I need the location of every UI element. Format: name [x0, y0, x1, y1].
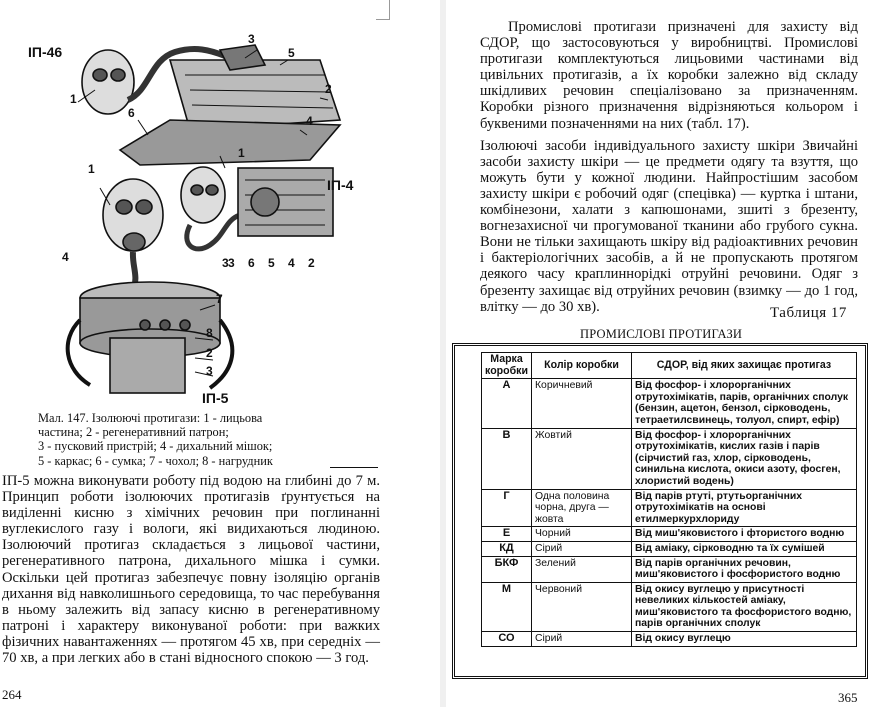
callout-ip5-8: 8: [206, 326, 213, 340]
callout-ip5-3: 3: [206, 364, 213, 378]
cell-sdor: Від парів органічних речовин, миш'яковистого і фосфористого водню: [632, 556, 857, 582]
table-row: [482, 527, 857, 542]
cell-sdor: Від миш'яковистого і фтористого водню: [632, 527, 857, 542]
cell-mark: КД: [482, 541, 532, 556]
table-title: ПРОМИСЛОВІ ПРОТИГАЗИ: [580, 327, 743, 341]
gas-mask-illustration: [20, 20, 430, 410]
caption-line: 5 - каркас; 6 - сумка; 7 - чохол; 8 - нагрудник: [38, 453, 273, 468]
cell-mark: Е: [482, 527, 532, 542]
cell-sdor: Від фосфор- і хлорорганічних отрутохімікатів, кислих газів і парів (сірчистий газ, хлор, сірководень, синильна кислота, окиси азоту, фосген, хлористий водень): [632, 428, 857, 489]
caption-rule: [330, 467, 378, 468]
callout-ip46-1: 1: [70, 92, 77, 106]
label-ip46: ІП-46: [28, 44, 63, 60]
page-number-left: 264: [2, 687, 22, 702]
callout-ip4-6: 6: [248, 256, 255, 270]
callout-ip4-4: 4: [288, 256, 295, 270]
cell-mark: М: [482, 582, 532, 631]
left-page: [0, 0, 440, 707]
table-row: [482, 489, 857, 527]
callout-ip5-1: 1: [88, 162, 95, 176]
ip46-face-mask: [82, 50, 134, 114]
table-row: [482, 632, 857, 647]
figure-caption: [38, 411, 383, 468]
cell-sdor: Від окису вуглецю: [632, 632, 857, 647]
ip4-face-mask: [181, 167, 225, 223]
caption-line: Мал. 147. Ізолюючі протигази: 1 - лицьова: [38, 411, 263, 425]
cell-mark: СО: [482, 632, 532, 647]
cell-mark: БКФ: [482, 556, 532, 582]
table-number: Таблиця 17: [770, 305, 847, 321]
cell-color: Одна половина чорна, друга — жовта: [532, 489, 632, 527]
caption-line: 3 - пусковий пристрій; 4 - дихальний мішок;: [38, 439, 273, 454]
header-mark: Марка коробки: [482, 353, 532, 379]
paragraph-industrial-masks: Промислові протигази призначені для захисту від СДОР, що застосовуються у виробництві. Промислові протигази комплектуються лицьовими частинами від цивільних протигазів, а їх коробки залежно від складу шкідливих речовин спеціалізовано за призначенням. Коробки різного призначення відрізняються кольором і буквеними позначеннями на них (табл. 17).: [480, 19, 858, 132]
cell-mark: Г: [482, 489, 532, 527]
table-header-row: [482, 353, 857, 379]
callout-ip46-2: 2: [325, 82, 332, 96]
cell-color: Коричневий: [532, 379, 632, 428]
table-row: [482, 428, 857, 489]
cell-mark: В: [482, 428, 532, 489]
cell-sdor: Від парів ртуті, ртутьорганічних отрутохімікатів на основі етилмеркурхлориду: [632, 489, 857, 527]
page-number-right: 365: [838, 690, 858, 705]
callout-ip4-3a: 3: [222, 256, 229, 270]
paragraph-skin-protection: Ізолюючі засоби індивідуального захисту шкіри Звичайні засоби захисту шкіри — це предмети одягу та взуття, що можуть бути у кожної людини. Найпростішим засобом захисту шкіри є робочий одяг (спецівка) — куртка і штани, комбінезони, халати з капюшонами, зшиті з брезенту, вогнезахисної чи прогумованої тканини або грубого сукна. Вони не тільки захищають шкіру від радіоактивних речовин і бактеріологічних засобів, а й не пропускають протягом деякого часу краплиннорідкі отруйні речовини. Одяг з брезенту захищає від отруйних речовин (взимку — до 1 год, влітку — до 30 хв).: [480, 137, 858, 315]
ip5-cover: [110, 338, 185, 393]
callout-ip4-3b: 3: [228, 256, 235, 270]
label-ip5: ІП-5: [202, 390, 229, 406]
cell-color: Сірий: [532, 632, 632, 647]
cell-sdor: Від аміаку, сірководню та їх сумішей: [632, 541, 857, 556]
callout-ip46-6: 6: [128, 106, 135, 120]
callout-ip5-2: 2: [206, 346, 213, 360]
callout-ip46-3: 3: [248, 32, 255, 46]
callout-ip5-7: 7: [216, 292, 223, 306]
table-row: [482, 541, 857, 556]
cell-color: Зелений: [532, 556, 632, 582]
cell-color: Червоний: [532, 582, 632, 631]
header-color: Колір коробки: [532, 353, 632, 379]
label-ip4: ІП-4: [327, 177, 354, 193]
callout-ip46-5: 5: [288, 46, 295, 60]
corner-crop-mark: [376, 0, 390, 20]
table-row: [482, 582, 857, 631]
caption-line: частина; 2 - регенеративний патрон;: [38, 425, 229, 440]
left-body-text: ІП-5 можна виконувати роботу під водою на глибині до 7 м. Принцип роботи ізолюючих протигазів ґрунтується на виділенні кисню з хімічних речовин при поглинанні вуглекислого газу і вологи, які видихаються людиною. Ізолюючий протигаз складається з лицьової частини, регенеративного патрона, дихального мішка і сумки. Оскільки цей протигаз забезпечує повну ізоляцію органів дихання від навколишнього середовища, то час перебування в ньому залежить від запасу кисню в регенеративному патроні і характеру виконуваної роботи: при важких фізичних навантаженнях — протягом 45 хв, при середніх — 70 хв, а при легких або в стані відносного спокою — 3 год.: [2, 473, 380, 667]
cell-sdor: Від окису вуглецю у присутності невеликих кількостей аміаку, миш'яковистого та фосфористого водню, парів органічних сполук: [632, 582, 857, 631]
callout-ip5-4: 4: [62, 250, 69, 264]
cell-color: Чорний: [532, 527, 632, 542]
gas-mask-drawing: [20, 20, 430, 410]
industrial-gas-mask-table: [481, 352, 857, 647]
cell-sdor: Від фосфор- і хлорорганічних отрутохімікатів, парів, органічних сполук (бензин, ацетон, бензол, сірководень, тетраетилсвинець, толуол, спирт, ефір): [632, 379, 857, 428]
cell-color: Жовтий: [532, 428, 632, 489]
callout-ip46-4: 4: [306, 114, 313, 128]
cell-mark: А: [482, 379, 532, 428]
table-row: [482, 379, 857, 428]
cell-color: Сірий: [532, 541, 632, 556]
callout-ip4-1: 1: [238, 146, 245, 160]
callout-ip4-5: 5: [268, 256, 275, 270]
right-body-text: [480, 19, 858, 321]
table-row: [482, 556, 857, 582]
table-frame: [452, 343, 868, 679]
ip46-box: [170, 60, 340, 130]
header-sdor: СДОР, від яких захищає протигаз: [632, 353, 857, 379]
callout-ip4-2: 2: [308, 256, 315, 270]
